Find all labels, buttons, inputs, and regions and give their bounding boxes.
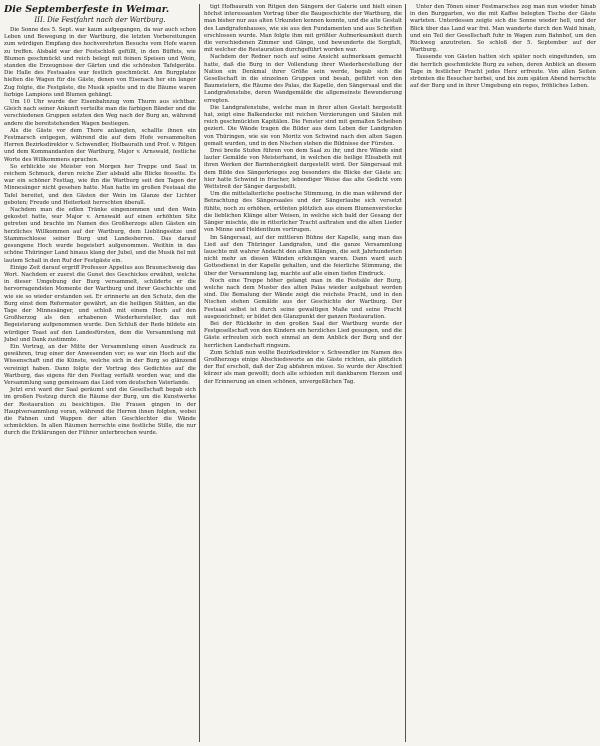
paragraph: Bei der Rückkehr in den großen Saal der Wartburg wurde der Festgesellschaft von den Kindern ein herzliches Lied gesungen, und die Gäste erfreuten sich noch einmal an dem Anblick der Burg und der herrlichen Landschaft ringsum. <box>204 320 402 349</box>
paragraph: Um die mittelalterliche poetische Stimmung, in die man während der Betrachtung des Sängersaales und der Sängerlaube sich versetzt fühlte, noch zu erhöhen, ertönten plötzlich aus einem Blumenverstecke die lieblichen Klänge alter Weisen, in welche sich bald der Gesang der Sänger mischte, die in ritterlicher Tracht auftraten und die alten Lieder von Minne und Heldenthum vortrugen. <box>204 191 402 234</box>
paragraph: Als die Gäste vor dem Thore anlangten, schallte ihnen ein Festmarsch entgegen, während die auf dem Hofe versammelten Herren Bezirksdirektor v. Schwendler, Hofbaurath und Prof. v. Ritgen und dem Kommandanten der Wartburg, Major v. Arnswald, festliche Worte des Willkommens sprachen. <box>4 127 196 163</box>
column-2 <box>204 4 402 742</box>
article-subtitle: III. Die Festfahrt nach der Wartburg. <box>34 16 166 24</box>
paragraph: Drei breite Stufen führen von dem Saal zu ihr, und ihre Wände sind lauter Gemälde von Meisterhand, in welchen die heilige Elisabeth mit ihren Werken der Barmherzigkeit dargestellt wird. Der Sängersaal mit dem Bilde des Sängerkrieges zog besonders die Blicke der Gäste an; hier hatte Schwind in frischer, lebendiger Weise das alte Gedicht vom Wettstreit der Sänger dargestellt. <box>204 148 402 191</box>
paragraph: Die Sonne des 5. Sept. war kaum aufgegangen, da war auch schon Leben und Bewegung in der Wartburg, die letzten Vorbereitungen zum würdigen Empfang des hochverehrten Besuchs vom Hofe waren zu treffen. Alsbald war der Festschloß gefüllt, in den Büffets, wie Blumen geschmückt und reich belegt mit feinen Speisen und Wein, standen die Erzeugnisse der Gärten und die schönsten Tafelgeräte. Die Halle des Festsaales war festlich geschmückt. Am Burgplatze hielten die Wagen für die Gäste, denen von Eisenach her ein langer Zug folgte, die Festgäste, die Musik spielte und in die Bäume waren farbige Lampions und Blumen gehängt. <box>4 27 196 98</box>
paragraph: Nachdem man die edlen Tränke eingenommen und den Wein gekostet hatte, war Major v. Arnswald auf einen erhöhten Sitz getreten und brachte im Namen des Großherzogs allen Gästen ein herzliches Willkommen auf der Wartburg, dem Lieblingssitze und Stammschlosse seiner Burg und Landesherren. Das darauf gesungene Hoch wurde begeistert aufgenommen. Weithin in das schöne Thüringer Land hinaus klang der Jubel, und die Musik fiel mit lautem Schall in den Ruf der Festgäste ein. <box>4 207 196 264</box>
paragraph: Tausende von Gästen hatten sich später noch eingefunden, um die herrlich geschmückte Burg zu sehen, deren Anblick an diesem Tage in festlicher Pracht jedes Herz erfreute. Von allen Seiten strömten die Besucher herbei, und bis zum späten Abend herrschte auf der Burg und in ihrer Umgebung ein reges, fröhliches Leben. <box>410 54 596 90</box>
paragraph: Zum Schluß nun wollte Bezirksdirektor v. Schwendler im Namen des Großherzogs einige Abschiedsworte an die Gäste richten, als plötzlich der Ruf erscholl, daß der Zug abfahren müsse. So wurde der Abschied kürzer als man gewollt; doch alle schieden mit dankbarem Herzen und der Erinnerung an einen schönen, unvergeßlichen Tag. <box>204 349 402 385</box>
paragraph: tigt Hofbaurath von Ritgen den Sängern der Galerie und hielt einen höchst interessanten Vortrag über die Baugeschichte der Wartburg, die man bisher nur aus alten Urkunden kennen konnte, und die alte Gestalt des Landgrafenhauses, wie sie aus den Fundamenten und aus Schriften erschlossen wurde. Man folgte ihm mit größter Aufmerksamkeit durch die verschiedenen Zimmer und Gänge, und bewunderte die Sorgfalt, mit welcher die Restauration durchgeführt worden war. <box>204 4 402 54</box>
paragraph: Die Landgrafenstube, welche man in ihrer alten Gestalt hergestellt hat, zeigt eine Balkendecke mit reichen Verzierungen und Säulen mit reich geschmückten Kapitälen. Die Fenster sind mit gemalten Scheiben geziert. Die Wände tragen die Bilder aus dem Leben der Landgrafen von Thüringen, wie sie von Moritz von Schwind nach den alten Sagen gemalt wurden, und in den Nischen stehen die Bildnisse der Fürsten. <box>204 104 402 147</box>
paragraph: Unter den Tönen einer Festmarsches zog man nun wieder hinab in den Burggarten, wo die mit Kaffee belegten Tische der Gäste warteten. Unterdessen zeigte sich die Sonne wieder hell, und der Blick über das Land war frei. Man wanderte durch den Wald hinab, und ein Teil der Gesellschaft fuhr in Wagen zum Bahnhof, um den Rückweg anzutreten. So schloß der 5. September auf der Wartburg. <box>410 4 596 54</box>
paragraph: Ein Vortrag, an der Mitte der Versammlung einen Ausdruck zu gewähren, trug einer der Anwesenden vor; es war ein Hoch auf die Wissenschaft und die Künste, welche sich in der Burg so glänzend vereinigt haben. Dann folgte der Vortrag des Gedichtes auf die Wartburg, das eigens für den Festtag verfaßt worden war, und die Versammlung sang gemeinsam das Lied vom deutschen Vaterlande. <box>4 343 196 386</box>
column-1 <box>4 4 196 742</box>
paragraph: Nachdem der Redner noch auf seine Ansicht aufmerksam gemacht hatte, daß die Burg in der Vollendung ihrer Wiederherstellung der Nation ein Denkmal ihrer Größe sein werde, begab sich die Gesellschaft in die einzelnen Gruppen und besah, geführt von den Baumeistern, die Räume des Palas, die Kapelle, den Sängersaal und die Landgrafenstube, deren Wandgemälde die allgemeinste Bewunderung erregten. <box>204 54 402 104</box>
column-divider <box>405 4 406 742</box>
paragraph: Jetzt erst ward der Saal geräumt und die Gesellschaft begab sich im großen Festzug durch die Räume der Burg, um die Kunstwerke der Restauration zu besichtigen. Die Frauen gingen in der Hauptversammlung voran, während die Herren ihnen folgten, wobei die Fahnen und Wappen der alten Geschlechter die Wände schmückten. In allen Räumen herrschte eine festliche Stille, die nur durch die Erklärungen der Führer unterbrochen wurde. <box>4 387 196 437</box>
column-divider <box>199 4 200 742</box>
paragraph: Im Sängersaal, auf der mittleren Bühne der Kapelle, sang man das Lied auf den Thüringer Landgrafen, und die ganze Versammlung lauschte mit wahrer Andacht den alten Klängen, die seit Jahrhunderten nicht mehr an diesen Wänden erklungen waren. Dann ward auch Gottesdienst in der Kapelle gehalten, und die feierliche Stimmung, die über der Versammlung lag, machte auf alle einen tiefen Eindruck. <box>204 234 402 277</box>
column-3 <box>410 4 596 742</box>
article-title: Die Septemberfeste in Weimar. <box>4 4 170 15</box>
paragraph: So erblickte sie Meister von Morgen her Treppe und Saal in reichem Schmuck, deren reiche Zier alsbald alle Blicke fesselte. Es war ein schöner Festtag, wie ihn die Wartburg seit den Tagen der Minnesänger nicht gesehen hatte. Man hatte im großen Festsaal die Tafel bereitet, und den Gästen der Wein im Glanze der Lichter geboten; Freude und Heiterkeit herrschten überall. <box>4 163 196 206</box>
paragraph: Einige Zeit darauf ergriff Professor Appelius aus Braunschweig das Wort. Nachdem er zuerst die Gunst des Geschickes erwähnt, welche in dieser Umgebung der Burg versammelt, schilderte er die hervorragendsten Momente der Wartburg und ihrer Geschichte und wie sie so wieder erstanden sei. Er erinnerte an den Schutz, den die Burg einst dem Reformator gewährt, an die heiligen Stätten, an die Tage der Minnesänger, und schloß mit einem Hoch auf den Großherzog als den erhabenen Wiederhersteller, das mit Begeisterung aufgenommen wurde. Den Schluß der Rede bildete ein würdiger Toast auf den Landesfürsten, dem die Versammlung mit Jubel und Dank zustimmte. <box>4 264 196 343</box>
paragraph: Um 10 Uhr wurde der Eisenbahnzug vom Thurm aus sichtbar. Gleich nach seiner Ankunft verteilte man die farbigen Bänder und die verschiedenen Gruppen setzten den Weg nach der Burg an, während andere die bereitstehenden Wagen bestiegen. <box>4 99 196 127</box>
paragraph: Noch eine Treppe höher gelangt man in die Festsäle der Burg, welche nach dem Muster des alten Palas wieder aufgebaut worden sind. Die Bemalung der Wände zeigt die reichste Pracht, und in den Nischen stehen Gemälde aus der Geschichte der Wartburg. Der Festsaal selbst ist durch seine gewaltigen Maße und seine Pracht ausgezeichnet; er bildet den Glanzpunkt der ganzen Restauration. <box>204 277 402 320</box>
